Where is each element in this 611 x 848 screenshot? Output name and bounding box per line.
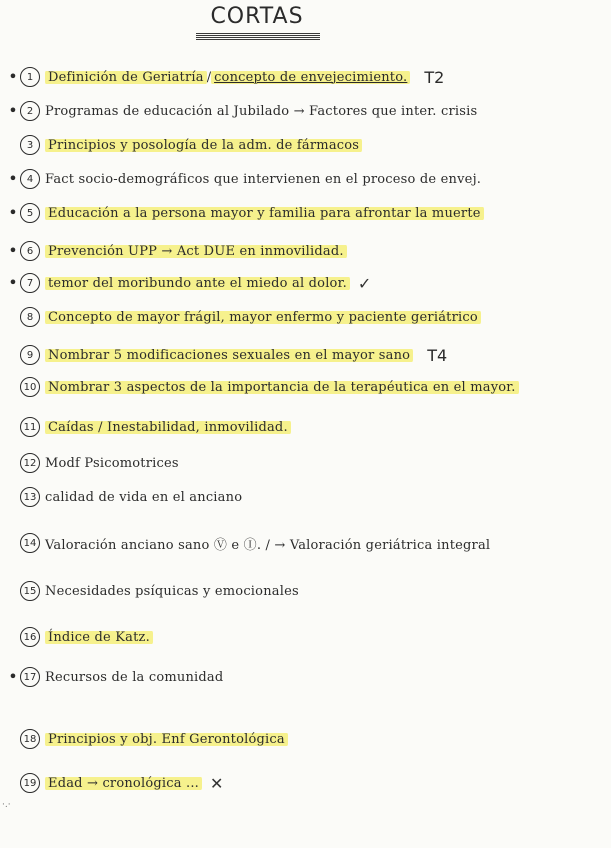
item-text-secondary: concepto de envejecimiento. <box>211 70 410 85</box>
list-item <box>6 302 606 332</box>
list-item <box>6 236 606 266</box>
list-item <box>6 412 606 442</box>
list-item <box>6 164 606 194</box>
bullet-dot: • <box>8 241 18 260</box>
item-number: 2 <box>20 101 40 121</box>
list-item <box>6 372 606 402</box>
item-text: Nombrar 3 aspectos de la importancia de la terapéutica en el mayor. <box>45 380 519 395</box>
bullet-dot: • <box>8 169 18 188</box>
item-text: Principios y posología de la adm. de fármacos <box>45 138 362 153</box>
item-number: 9 <box>20 345 40 365</box>
item-number: 6 <box>20 241 40 261</box>
bullet-dot: • <box>8 667 18 686</box>
list-item <box>6 662 606 692</box>
list-item <box>6 340 606 370</box>
item-text: calidad de vida en el anciano <box>45 489 243 505</box>
item-number: 14 <box>20 533 40 553</box>
item-text: Educación a la persona mayor y familia para afrontar la muerte <box>45 206 484 221</box>
item-number: 19 <box>20 773 40 793</box>
item-text: Necesidades psíquicas y emocionales <box>45 583 299 599</box>
list-item <box>6 482 606 512</box>
bullet-dot: • <box>8 273 18 292</box>
item-number: 15 <box>20 581 40 601</box>
topic-tag: T4 <box>427 345 448 365</box>
item-text: Concepto de mayor frágil, mayor enfermo y paciente geriátrico <box>45 310 481 325</box>
item-text: Índice de Katz. <box>45 630 153 645</box>
list-item <box>6 198 606 228</box>
item-number: 5 <box>20 203 40 223</box>
item-number: 11 <box>20 417 40 437</box>
bullet-dot: • <box>8 101 18 120</box>
item-number: 8 <box>20 307 40 327</box>
page-title: CORTAS <box>210 4 304 29</box>
item-text: Nombrar 5 modificaciones sexuales en el mayor sano <box>45 348 413 363</box>
list-item <box>6 768 606 798</box>
item-number: 16 <box>20 627 40 647</box>
item-number: 10 <box>20 377 40 397</box>
item-text: Modf Psicomotrices <box>45 455 179 471</box>
bullet-dot: • <box>8 203 18 222</box>
check-mark-icon: ✓ <box>357 273 372 293</box>
item-number: 18 <box>20 729 40 749</box>
bullet-dot: • <box>8 67 18 86</box>
item-separator: / <box>206 69 212 85</box>
item-text: Caídas / Inestabilidad, inmovilidad. <box>45 420 291 435</box>
item-number: 4 <box>20 169 40 189</box>
title-underline <box>196 33 320 40</box>
item-number: 13 <box>20 487 40 507</box>
item-text: Recursos de la comunidad <box>45 669 224 685</box>
item-number: 12 <box>20 453 40 473</box>
cross-mark-icon: ✕ <box>210 773 224 793</box>
list-item <box>6 528 606 558</box>
item-text: Fact socio-demográficos que intervienen en el proceso de envej. <box>45 171 482 187</box>
list-item <box>6 130 606 160</box>
item-text: Definición de Geriatría <box>45 70 207 85</box>
item-number: 3 <box>20 135 40 155</box>
list-item <box>6 576 606 606</box>
corner-dots: ·.· <box>2 800 11 810</box>
list-item <box>6 268 606 298</box>
list-item <box>6 62 606 92</box>
item-number: 7 <box>20 273 40 293</box>
item-number: 17 <box>20 667 40 687</box>
item-text: temor del moribundo ante el miedo al dolor. <box>45 276 350 291</box>
item-text: Prevención UPP → Act DUE en inmovilidad. <box>45 244 347 259</box>
item-text: Principios y obj. Enf Gerontológica <box>45 732 288 747</box>
item-text: Valoración anciano sano Ⓥ e Ⓘ. / → Valoración geriátrica integral <box>45 537 491 553</box>
item-text: Programas de educación al Jubilado → Factores que inter. crisis <box>45 103 478 119</box>
list-item <box>6 96 606 126</box>
item-text: Edad → cronológica ... <box>45 776 202 791</box>
list-item <box>6 448 606 478</box>
item-number: 1 <box>20 67 40 87</box>
list-item <box>6 724 606 754</box>
list-item <box>6 622 606 652</box>
topic-tag: T2 <box>424 67 445 87</box>
